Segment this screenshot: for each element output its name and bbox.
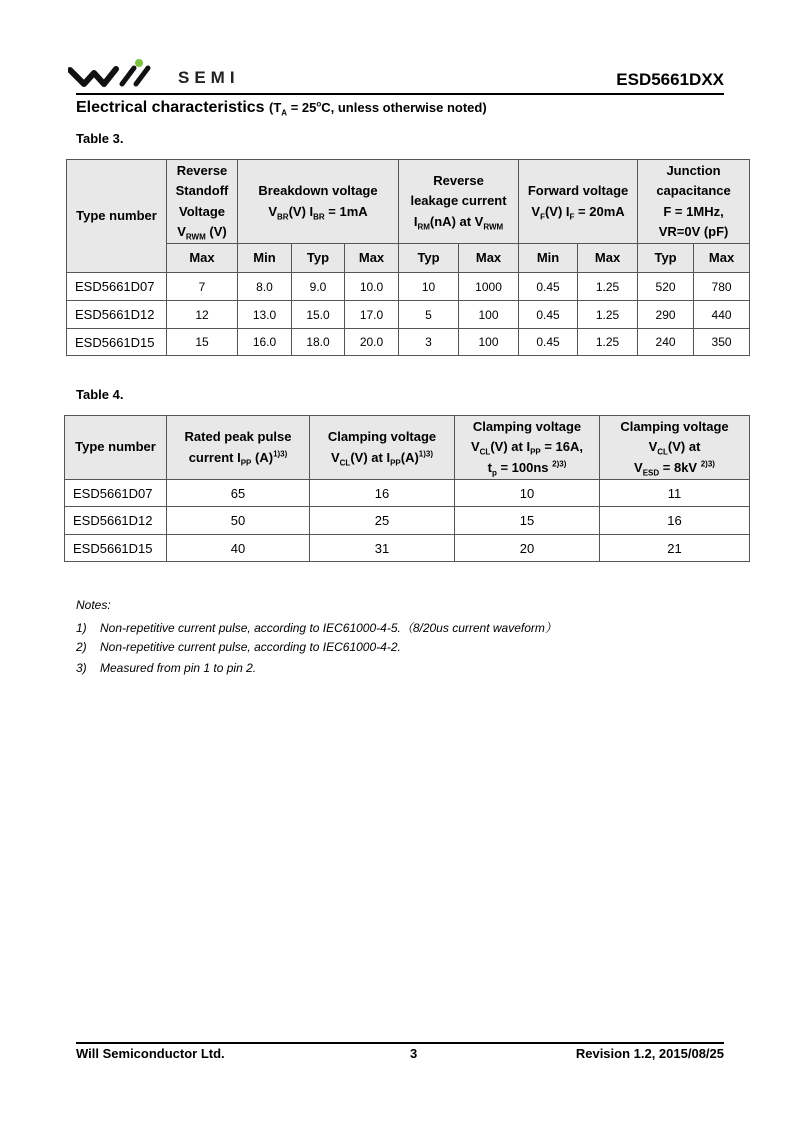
- subheader-cell: Typ: [399, 244, 459, 273]
- col-type-number: Type number: [65, 416, 167, 480]
- document-id: ESD5661DXX: [616, 70, 724, 89]
- col-standoff-voltage: Reverse Standoff Voltage $V_{RWM}$ (V): [167, 160, 238, 244]
- logo-text: SEMI: [178, 68, 240, 87]
- value-cell: 440: [694, 301, 750, 329]
- table4-label: Table 4.: [76, 387, 124, 402]
- table-row: [65, 480, 750, 507]
- footer-rule: [76, 1042, 724, 1044]
- value-cell: 0.45: [519, 301, 578, 329]
- value-cell: 20: [455, 535, 600, 562]
- value-cell: 0.45: [519, 273, 578, 301]
- company-logo: [68, 58, 258, 92]
- value-cell: 1.25: [578, 273, 638, 301]
- subheader-cell: Typ: [638, 244, 694, 273]
- value-cell: 16.0: [238, 329, 292, 356]
- type-number-cell: ESD5661D12: [65, 507, 167, 535]
- value-cell: 17.0: [345, 301, 399, 329]
- value-cell: 7: [167, 273, 238, 301]
- col-type-number: Type number: [67, 160, 167, 273]
- value-cell: 15.0: [292, 301, 345, 329]
- will-logo-mark: [68, 58, 178, 92]
- subheader-cell: Typ: [292, 244, 345, 273]
- value-cell: 15: [455, 507, 600, 535]
- subheader-cell: Min: [519, 244, 578, 273]
- value-cell: 10: [399, 273, 459, 301]
- table3-subheader-row: [67, 244, 750, 273]
- value-cell: 0.45: [519, 329, 578, 356]
- type-number-cell: ESD5661D12: [67, 301, 167, 329]
- value-cell: 5: [399, 301, 459, 329]
- value-cell: 1.25: [578, 329, 638, 356]
- subheader-cell: Max: [167, 244, 238, 273]
- type-number-cell: ESD5661D15: [67, 329, 167, 356]
- col-junction-capacitance: Junction capacitance F = 1MHz, VR=0V (pF): [638, 160, 750, 244]
- type-number-cell: ESD5661D15: [65, 535, 167, 562]
- section-title: Electrical characteristics: [76, 99, 265, 116]
- value-cell: 1.25: [578, 301, 638, 329]
- footer-revision: Revision 1.2, 2015/08/25: [575, 1046, 724, 1061]
- value-cell: 21: [600, 535, 750, 562]
- value-cell: 40: [167, 535, 310, 562]
- col-clamping-voltage-16a: Clamping voltage $V_{CL}(V)$ at $I_{PP} = 16A$, $t_p = 100ns$ $^{2)3)}$: [455, 416, 600, 480]
- section-conditions: ($T_A = 25^oC$, unless otherwise noted): [269, 99, 487, 118]
- value-cell: 3: [399, 329, 459, 356]
- value-cell: 16: [310, 480, 455, 507]
- header-rule: [76, 93, 724, 95]
- col-breakdown-voltage: Breakdown voltage $V_{BR}(V) I_{BR} = 1mA$: [238, 160, 399, 244]
- value-cell: 12: [167, 301, 238, 329]
- value-cell: 50: [167, 507, 310, 535]
- value-cell: 350: [694, 329, 750, 356]
- table-row: [67, 329, 750, 356]
- value-cell: 290: [638, 301, 694, 329]
- note-item: 2) Non-repetitive current pulse, according to IEC61000-4-2.: [76, 640, 401, 654]
- table3-label: Table 3.: [76, 131, 124, 146]
- table-row: [67, 273, 750, 301]
- value-cell: 520: [638, 273, 694, 301]
- subheader-cell: Min: [238, 244, 292, 273]
- value-cell: 65: [167, 480, 310, 507]
- value-cell: 9.0: [292, 273, 345, 301]
- table4: [64, 415, 750, 562]
- table-row: [65, 535, 750, 562]
- value-cell: 780: [694, 273, 750, 301]
- table-row: [67, 301, 750, 329]
- note-item: 1) Non-repetitive current pulse, according to IEC61000-4-5.（8/20us current waveform）: [76, 621, 557, 635]
- value-cell: 10.0: [345, 273, 399, 301]
- value-cell: 15: [167, 329, 238, 356]
- value-cell: 20.0: [345, 329, 399, 356]
- value-cell: 16: [600, 507, 750, 535]
- subheader-cell: Max: [694, 244, 750, 273]
- value-cell: 100: [459, 329, 519, 356]
- col-forward-voltage: Forward voltage $V_F(V) I_F = 20mA$: [519, 160, 638, 244]
- value-cell: 18.0: [292, 329, 345, 356]
- type-number-cell: ESD5661D07: [67, 273, 167, 301]
- value-cell: 25: [310, 507, 455, 535]
- value-cell: 31: [310, 535, 455, 562]
- value-cell: 100: [459, 301, 519, 329]
- footer-page-number: 3: [410, 1046, 418, 1061]
- section-heading: [76, 99, 487, 117]
- subheader-cell: Max: [345, 244, 399, 273]
- table3: [66, 159, 750, 356]
- note-item: 3) Measured from pin 1 to pin 2.: [76, 661, 257, 675]
- value-cell: 240: [638, 329, 694, 356]
- value-cell: 13.0: [238, 301, 292, 329]
- col-rated-peak-pulse: Rated peak pulse current $I_{PP}$ $(A)^{1)3)}$: [167, 416, 310, 480]
- value-cell: 1000: [459, 273, 519, 301]
- value-cell: 11: [600, 480, 750, 507]
- subheader-cell: Max: [578, 244, 638, 273]
- col-clamping-voltage-ipp: Clamping voltage $V_{CL}(V)$ at $I_{PP}(A)^{1)3)}$: [310, 416, 455, 480]
- value-cell: 8.0: [238, 273, 292, 301]
- col-clamping-voltage-esd: Clamping voltage $V_{CL}(V)$ at $V_{ESD} = 8kV$ $^{2)3)}$: [600, 416, 750, 480]
- subheader-cell: Max: [459, 244, 519, 273]
- footer-company: Will Semiconductor Ltd.: [76, 1046, 225, 1061]
- value-cell: 10: [455, 480, 600, 507]
- type-number-cell: ESD5661D07: [65, 480, 167, 507]
- col-leakage-current: Reverse leakage current $I_{RM}(nA)$ at $V_{RWM}$: [399, 160, 519, 244]
- table-row: [65, 507, 750, 535]
- notes-title: Notes:: [76, 598, 111, 612]
